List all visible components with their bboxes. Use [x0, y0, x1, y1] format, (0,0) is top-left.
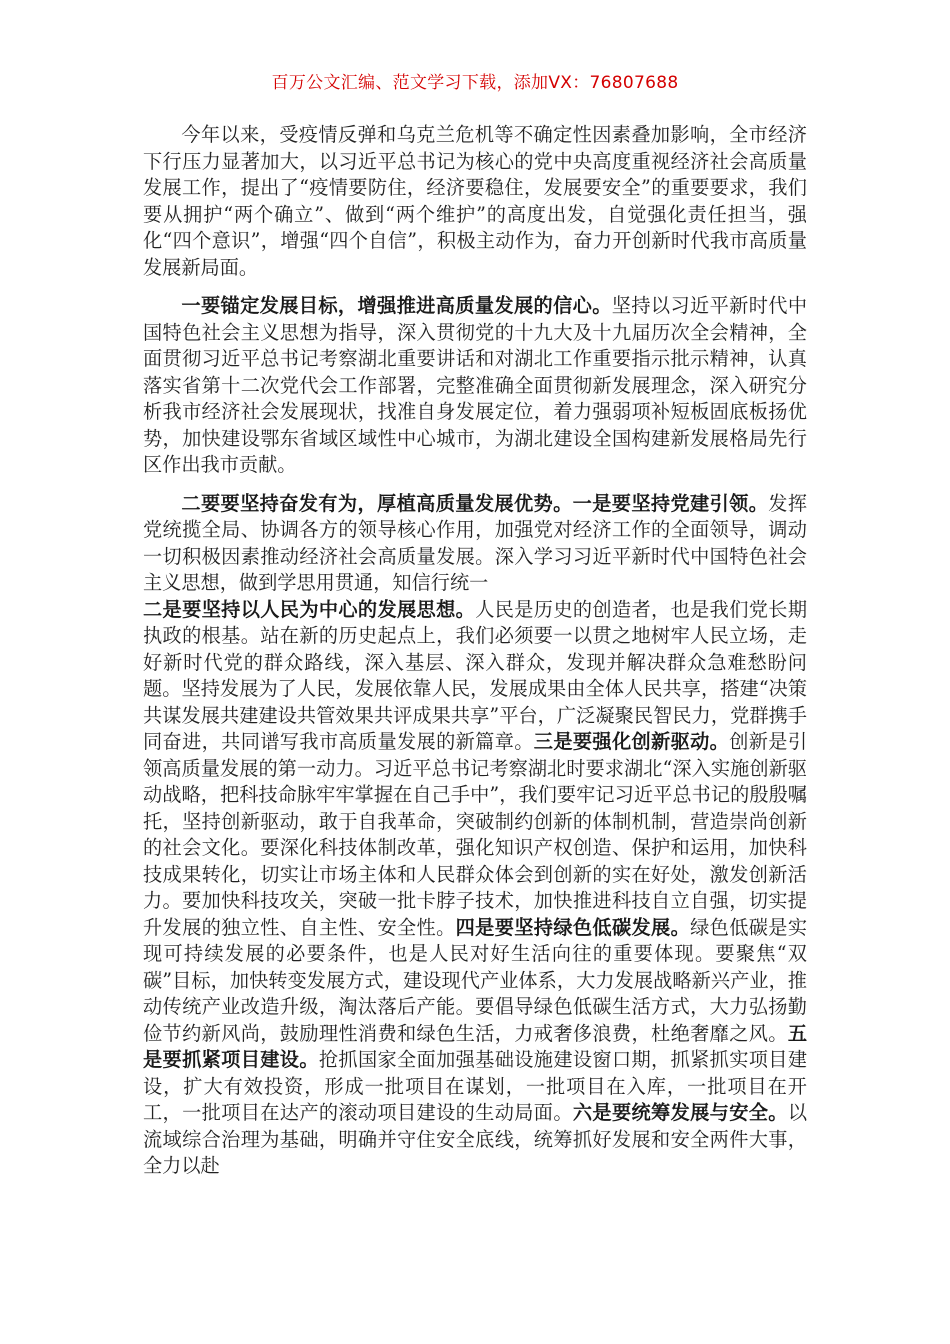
header-banner: 百万公文汇编、范文学习下载，添加VX：76807688 [271, 73, 679, 93]
item-text: 抢抓国家全面加强基础设施建设窗口期，抓紧抓实项目建设，扩大有效投资，形成一批项目在谋划，一批项目在入库，一批项目在开工，一批项目在达产的滚动项目建设的生动局面。 [143, 1048, 808, 1124]
item-heading: 六是要统筹发展与安全。 [572, 1101, 788, 1124]
paragraph-text: 坚持以习近平新时代中国特色社会主义思想为指导，深入贯彻党的十九大及十九届历次全会精神，全面贯彻习近平总书记考察湖北重要讲话和对湖北工作重要指示批示精神，认真落实省第十二次党代会工作部署，完整准确全面贯彻新发展理念，深入研究分析我市经济社会发展现状，找准自身发展定位，着力强弱项补短板固底板扬优势，加快建设鄂东省域区域性中心城市，为湖北建设全国构建新发展格局先行区作出我市贡献。 [143, 294, 808, 476]
section-heading: 二要要坚持奋发有为，厚植高质量发展优势。 [181, 491, 573, 515]
item-heading: 四是要坚持绿色低碳发展。 [455, 915, 691, 939]
item-text: 绿色低碳是实现可持续发展的必要条件，也是人民对好生活向往的重要体现。要聚焦“双碳”目标，加快转变发展方式，建设现代产业体系，大力发展战略新兴产业，推动传统产业改造升级，淘汰落后产能。要倡导绿色低碳生活方式，大力弘扬勤俭节约新风尚，鼓励理性消费和绿色生活，力戒奢侈浪费，杜绝奢靡之风。 [143, 915, 808, 1045]
paragraph-text: 今年以来，受疫情反弹和乌克兰危机等不确定性因素叠加影响，全市经济下行压力显著加大，以习近平总书记为核心的党中央高度重视经济社会高质量发展工作，提出了“疫情要防住，经济要稳住，发展要安全”的重要要求，我们要从拥护“两个确立”、做到“两个维护”的高度出发，自觉强化责任担当，强化“四个意识”，增强“四个自信”，积极主动作为，奋力开创新时代我市高质量发展新局面。 [143, 123, 807, 279]
document-body [143, 122, 807, 1180]
item-heading: 二是要坚持以人民为中心的发展思想。 [143, 597, 476, 621]
paragraph-section-1 [143, 293, 807, 479]
item-heading: 一是要坚持党建引领。 [572, 491, 769, 515]
item-text: 创新是引领高质量发展的第一动力。习近平总书记考察湖北时要求湖北“深入实施创新驱动战略，把科技命脉牢牢掌握在自己手中”，我们要牢记习近平总书记的殷殷嘱托，坚持创新驱动，敢于自我革命，突破制约创新的体制机制，营造崇尚创新的社会文化。要深化科技体制改革，强化知识产权创造、保护和运用，加快科技成果转化，切实让市场主体和人民群众体会到创新的实在好处，激发创新活力。要加快科技攻关，突破一批卡脖子技术，加快推进科技自立自强，切实提升发展的独立性、自主性、安全性。 [143, 730, 808, 939]
paragraph-section-2 [143, 491, 807, 1180]
paragraph-intro [143, 122, 807, 281]
section-heading: 一要锚定发展目标，增强推进高质量发展的信心。 [181, 294, 612, 317]
item-heading: 五是要抓紧项目建设。 [143, 1021, 807, 1071]
item-heading: 三是要强化创新驱动。 [533, 730, 730, 753]
item-text: 以流域综合治理为基础，明确并守住安全底线，统筹抓好发展和安全两件大事，全力以赴 [143, 1101, 807, 1177]
item-text: 发挥党统揽全局、协调各方的领导核心作用，加强党对经济工作的全面领导，调动一切积极因素推动经济社会高质量发展。深入学习习近平新时代中国特色社会主义思想，做到学思用贯通，知信行统一 [143, 491, 808, 594]
item-text: 人民是历史的创造者，也是我们党长期执政的根基。站在新的历史起点上，我们必须要一以贯之地树牢人民立场，走好新时代党的群众路线，深入基层、深入群众，发现并解决群众急难愁盼问题。坚持发展为了人民，发展依靠人民，发展成果由全体人民共享，搭建“决策共谋发展共建建设共管效果共评成果共享”平台，广泛凝聚民智民力，党群携手同奋进，共同谱写我市高质量发展的新篇章。 [143, 597, 808, 753]
